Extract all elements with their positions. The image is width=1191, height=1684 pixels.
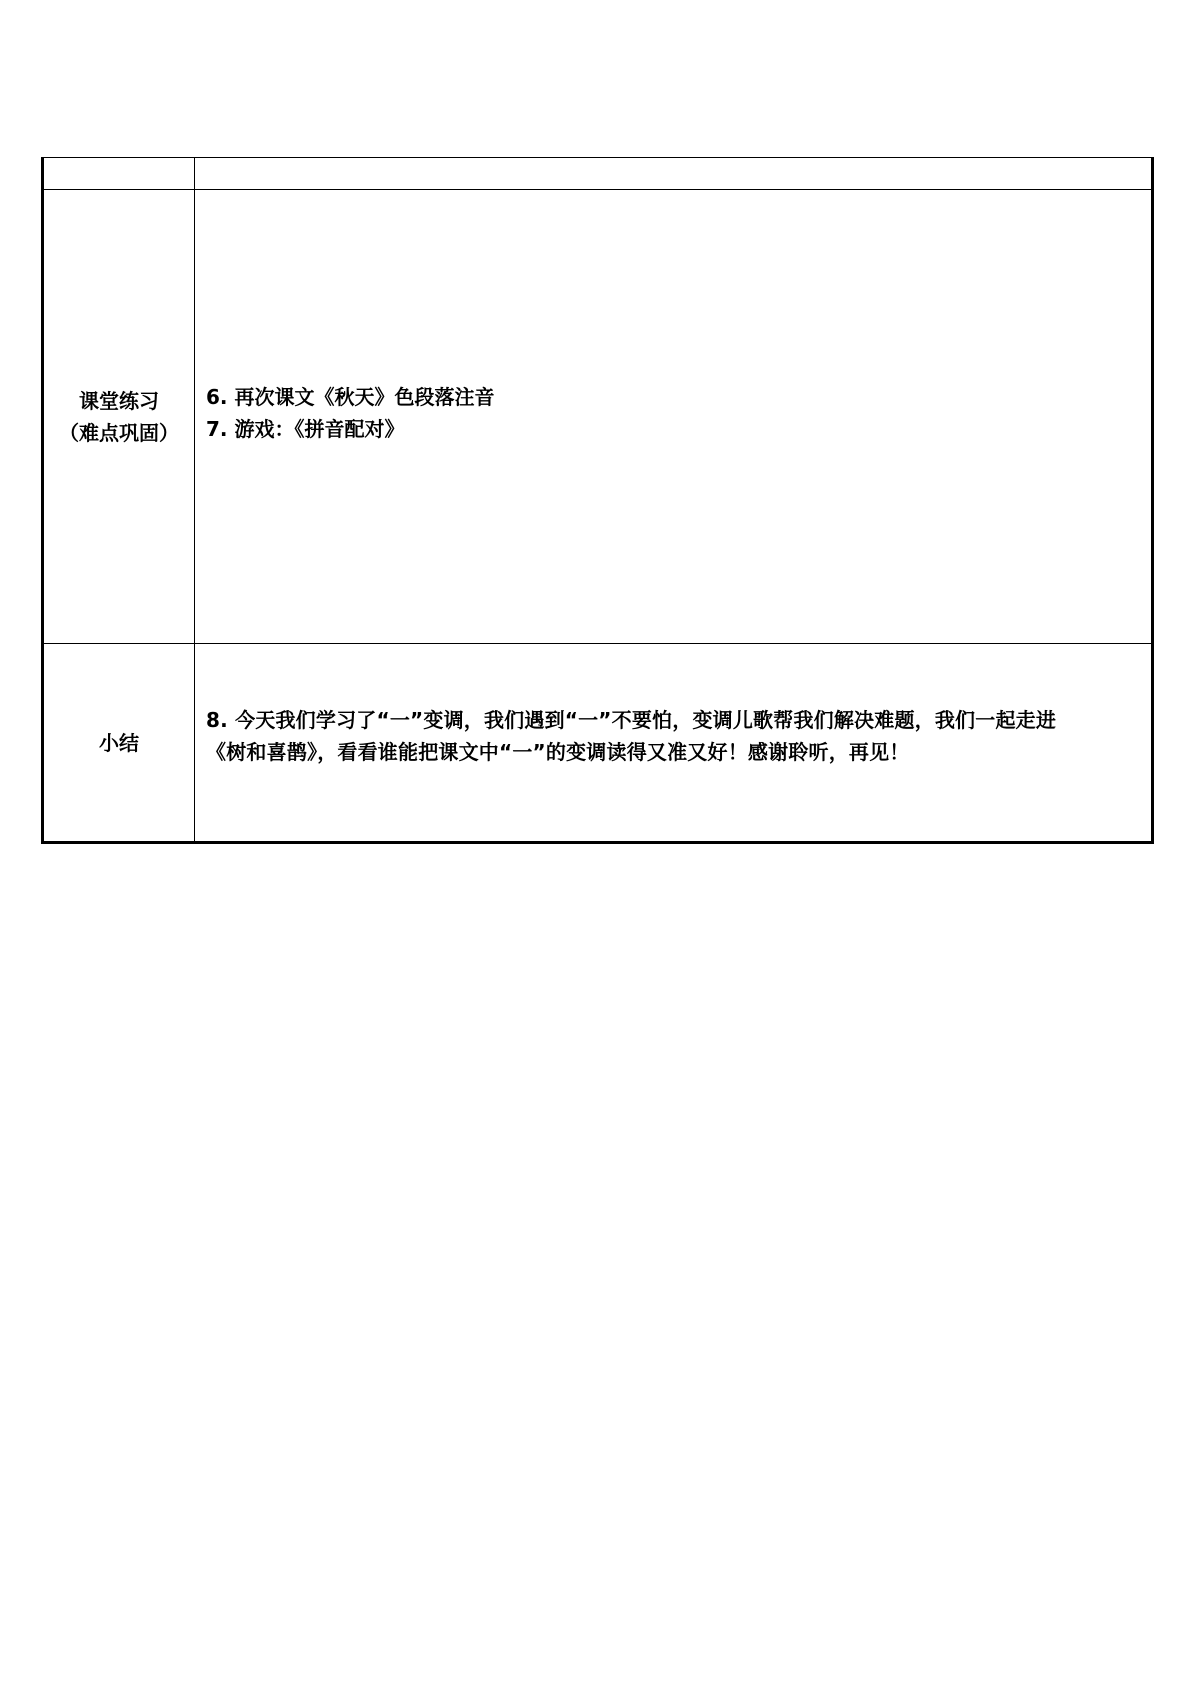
practice-label-line-2: （难点巩固）: [59, 420, 179, 445]
summary-text-line-1: 8. 今天我们学习了“一”变调，我们遇到“一”不要怕，变调儿歌帮我们解决难题，我们一起走进: [206, 707, 1057, 732]
practice-label-line-1: 课堂练习: [79, 388, 159, 413]
practice-content-cell: [195, 190, 1153, 644]
practice-item-6: 6. 再次课文《秋天》色段落注音: [206, 384, 495, 409]
lesson-plan-table: [41, 157, 1154, 844]
summary-content-cell: [195, 644, 1153, 843]
row-content-cell: [195, 158, 1153, 190]
summary-label: 小结: [99, 730, 139, 755]
table-row: [43, 158, 1153, 190]
summary-text-line-2: 《树和喜鹊》，看看谁能把课文中“一”的变调读得又准又好！感谢聆听，再见！: [206, 739, 910, 764]
summary-label-cell: [43, 644, 195, 843]
table-row: [43, 190, 1153, 644]
row-label-cell: [43, 158, 195, 190]
practice-label-cell: [43, 190, 195, 644]
practice-item-7: 7. 游戏：《拼音配对》: [206, 416, 405, 441]
table-row: [43, 644, 1153, 843]
